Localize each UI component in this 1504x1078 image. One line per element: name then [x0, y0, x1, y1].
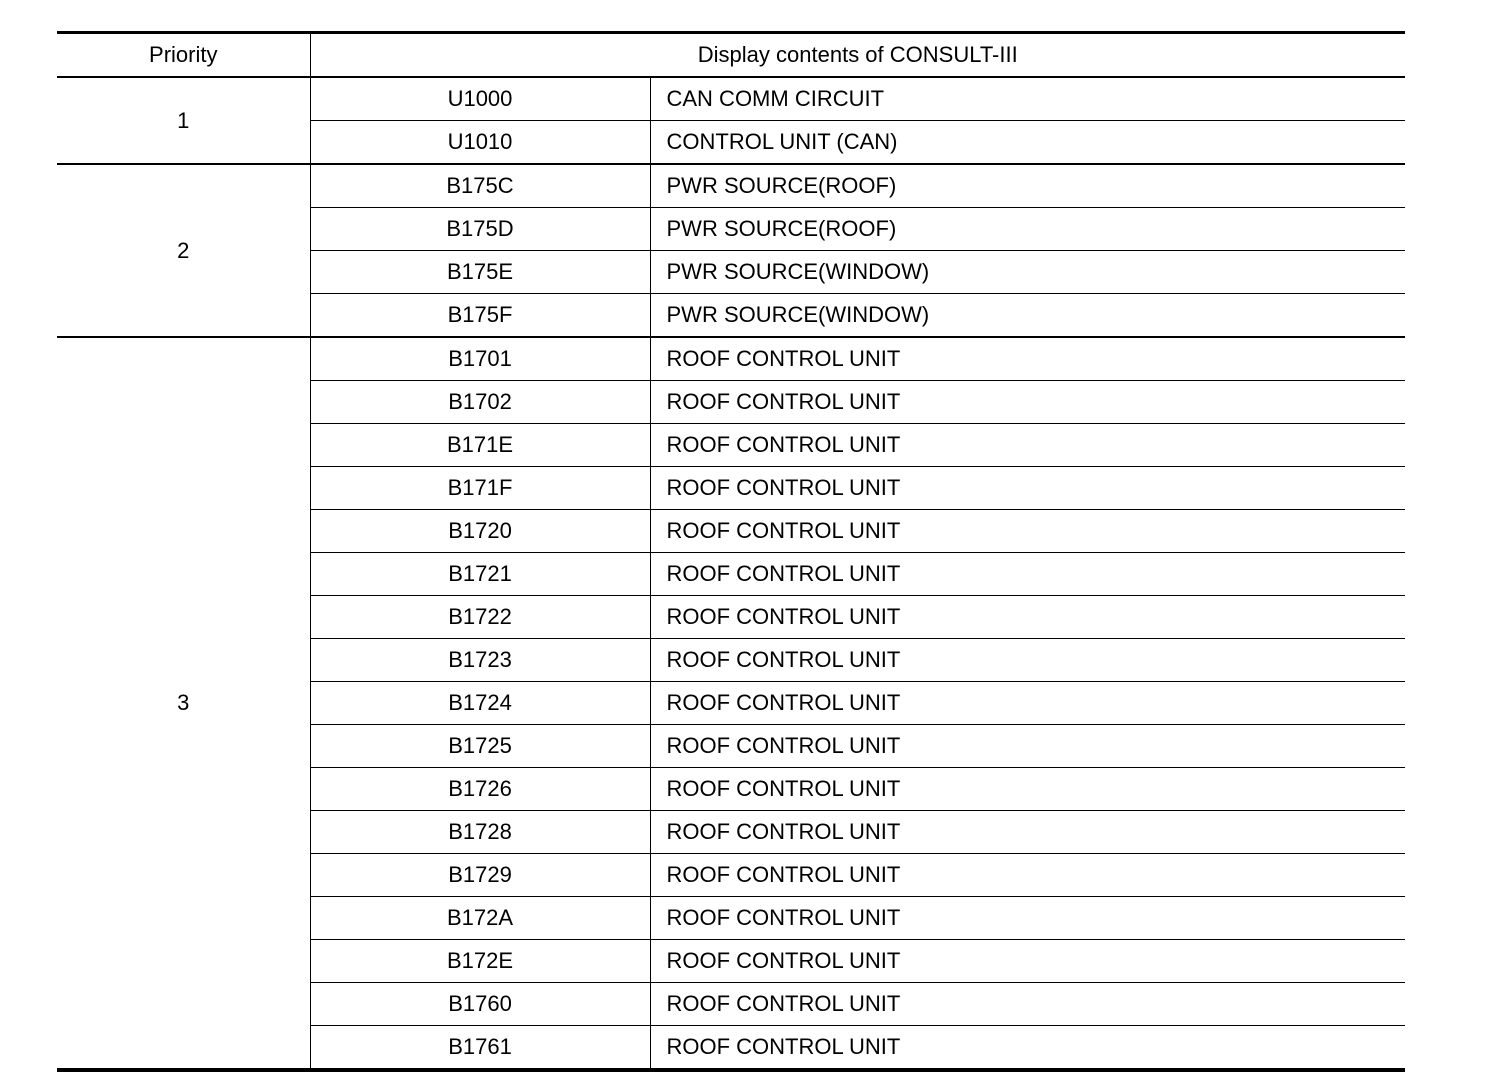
dtc-code-cell: B1721	[310, 553, 650, 596]
dtc-description-cell: ROOF CONTROL UNIT	[650, 337, 1405, 381]
table-row	[57, 164, 1405, 208]
dtc-description-cell: ROOF CONTROL UNIT	[650, 940, 1405, 983]
dtc-priority-table	[57, 31, 1405, 1072]
dtc-description-cell: ROOF CONTROL UNIT	[650, 854, 1405, 897]
dtc-code-cell: B1722	[310, 596, 650, 639]
dtc-code-cell: B171F	[310, 467, 650, 510]
dtc-description-cell: ROOF CONTROL UNIT	[650, 553, 1405, 596]
dtc-code-cell: B175F	[310, 294, 650, 338]
dtc-description-cell: PWR SOURCE(WINDOW)	[650, 251, 1405, 294]
dtc-code-cell: B175D	[310, 208, 650, 251]
dtc-description-cell: ROOF CONTROL UNIT	[650, 983, 1405, 1026]
dtc-description-cell: ROOF CONTROL UNIT	[650, 596, 1405, 639]
dtc-code-cell: B172A	[310, 897, 650, 940]
dtc-code-cell: B172E	[310, 940, 650, 983]
dtc-description-cell: ROOF CONTROL UNIT	[650, 510, 1405, 553]
priority-header: Priority	[57, 33, 310, 78]
dtc-code-cell: B1726	[310, 768, 650, 811]
dtc-description-cell: CONTROL UNIT (CAN)	[650, 121, 1405, 165]
dtc-code-cell: B171E	[310, 424, 650, 467]
dtc-description-cell: ROOF CONTROL UNIT	[650, 811, 1405, 854]
dtc-code-cell: B1728	[310, 811, 650, 854]
dtc-description-cell: ROOF CONTROL UNIT	[650, 725, 1405, 768]
dtc-description-cell: PWR SOURCE(ROOF)	[650, 208, 1405, 251]
display-contents-header: Display contents of CONSULT-III	[310, 33, 1405, 78]
dtc-code-cell: B175C	[310, 164, 650, 208]
priority-cell: 3	[57, 337, 310, 1070]
dtc-code-cell: B1724	[310, 682, 650, 725]
dtc-description-cell: PWR SOURCE(WINDOW)	[650, 294, 1405, 338]
dtc-code-cell: B175E	[310, 251, 650, 294]
dtc-description-cell: CAN COMM CIRCUIT	[650, 77, 1405, 121]
table-header	[57, 33, 1405, 78]
dtc-description-cell: ROOF CONTROL UNIT	[650, 897, 1405, 940]
priority-cell: 1	[57, 77, 310, 164]
table-body	[57, 77, 1405, 1070]
dtc-description-cell: ROOF CONTROL UNIT	[650, 424, 1405, 467]
dtc-description-cell: ROOF CONTROL UNIT	[650, 639, 1405, 682]
dtc-code-cell: B1761	[310, 1026, 650, 1071]
table-row	[57, 77, 1405, 121]
dtc-description-cell: ROOF CONTROL UNIT	[650, 1026, 1405, 1071]
dtc-code-cell: B1760	[310, 983, 650, 1026]
dtc-code-cell: B1702	[310, 381, 650, 424]
dtc-description-cell: ROOF CONTROL UNIT	[650, 381, 1405, 424]
dtc-code-cell: B1701	[310, 337, 650, 381]
table-row	[57, 337, 1405, 381]
header-row	[57, 33, 1405, 78]
dtc-code-cell: B1725	[310, 725, 650, 768]
dtc-description-cell: ROOF CONTROL UNIT	[650, 768, 1405, 811]
dtc-description-cell: ROOF CONTROL UNIT	[650, 467, 1405, 510]
dtc-description-cell: ROOF CONTROL UNIT	[650, 682, 1405, 725]
priority-cell: 2	[57, 164, 310, 337]
dtc-code-cell: B1723	[310, 639, 650, 682]
dtc-code-cell: U1000	[310, 77, 650, 121]
dtc-code-cell: B1720	[310, 510, 650, 553]
dtc-code-cell: U1010	[310, 121, 650, 165]
dtc-code-cell: B1729	[310, 854, 650, 897]
dtc-description-cell: PWR SOURCE(ROOF)	[650, 164, 1405, 208]
